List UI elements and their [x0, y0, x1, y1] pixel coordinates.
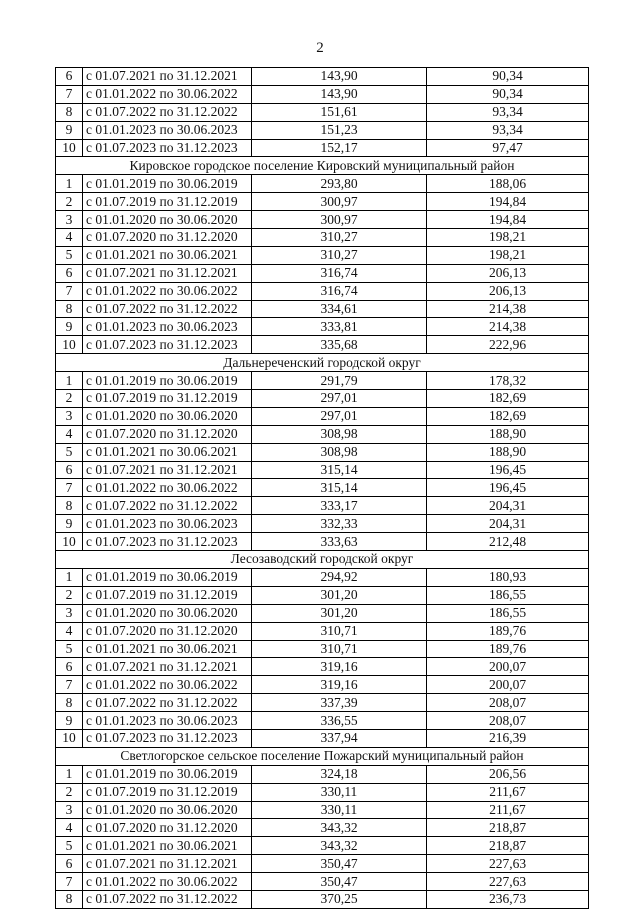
tariff-value-1: 335,68: [252, 336, 427, 354]
row-number: 6: [56, 461, 83, 479]
row-number: 1: [56, 568, 83, 586]
tariff-value-1: 291,79: [252, 372, 427, 390]
row-number: 7: [56, 85, 83, 103]
row-number: 2: [56, 586, 83, 604]
tariff-value-2: 194,84: [427, 211, 589, 229]
table-row: [56, 712, 589, 730]
row-number: 2: [56, 783, 83, 801]
row-number: 6: [56, 264, 83, 282]
row-number: 10: [56, 139, 83, 157]
tariff-value-1: 310,71: [252, 622, 427, 640]
table-row: [56, 103, 589, 121]
row-number: 4: [56, 229, 83, 247]
tariff-value-2: 218,87: [427, 819, 589, 837]
period-cell: с 01.01.2020 по 30.06.2020: [83, 211, 252, 229]
row-number: 8: [56, 497, 83, 515]
row-number: 10: [56, 533, 83, 551]
tariff-value-2: 196,45: [427, 479, 589, 497]
period-cell: с 01.01.2021 по 30.06.2021: [83, 246, 252, 264]
tariff-value-2: 222,96: [427, 336, 589, 354]
row-number: 7: [56, 873, 83, 891]
tariff-value-1: 294,92: [252, 568, 427, 586]
section-header-row: [56, 157, 589, 175]
period-cell: с 01.07.2022 по 31.12.2022: [83, 890, 252, 908]
tariff-value-1: 310,71: [252, 640, 427, 658]
tariff-value-1: 337,94: [252, 729, 427, 747]
table-row: [56, 568, 589, 586]
tariff-table: [55, 67, 589, 909]
section-title: Кировское городское поселение Кировский муниципальный район: [56, 157, 589, 175]
section-header-row: [56, 551, 589, 569]
tariff-value-1: 151,61: [252, 103, 427, 121]
tariff-value-1: 350,47: [252, 873, 427, 891]
tariff-value-2: 194,84: [427, 193, 589, 211]
tariff-value-2: 206,13: [427, 264, 589, 282]
tariff-value-1: 316,74: [252, 264, 427, 282]
period-cell: с 01.01.2019 по 30.06.2019: [83, 765, 252, 783]
row-number: 6: [56, 658, 83, 676]
tariff-value-2: 208,07: [427, 712, 589, 730]
period-cell: с 01.07.2019 по 31.12.2019: [83, 586, 252, 604]
table-row: [56, 318, 589, 336]
row-number: 3: [56, 407, 83, 425]
row-number: 5: [56, 837, 83, 855]
row-number: 7: [56, 676, 83, 694]
table-row: [56, 658, 589, 676]
row-number: 2: [56, 193, 83, 211]
row-number: 10: [56, 729, 83, 747]
tariff-value-2: 189,76: [427, 640, 589, 658]
tariff-value-1: 308,98: [252, 443, 427, 461]
period-cell: с 01.01.2019 по 30.06.2019: [83, 175, 252, 193]
tariff-value-2: 182,69: [427, 407, 589, 425]
period-cell: с 01.07.2020 по 31.12.2020: [83, 819, 252, 837]
period-cell: с 01.07.2020 по 31.12.2020: [83, 425, 252, 443]
row-number: 3: [56, 604, 83, 622]
period-cell: с 01.01.2020 по 30.06.2020: [83, 407, 252, 425]
tariff-value-2: 189,76: [427, 622, 589, 640]
period-cell: с 01.01.2023 по 30.06.2023: [83, 712, 252, 730]
table-row: [56, 68, 589, 86]
table-row: [56, 229, 589, 247]
period-cell: с 01.07.2020 по 31.12.2020: [83, 229, 252, 247]
tariff-value-1: 310,27: [252, 229, 427, 247]
period-cell: с 01.07.2022 по 31.12.2022: [83, 497, 252, 515]
table-row: [56, 390, 589, 408]
page-number: 2: [316, 40, 324, 56]
table-row: [56, 211, 589, 229]
tariff-value-2: 178,32: [427, 372, 589, 390]
row-number: 8: [56, 694, 83, 712]
tariff-value-1: 301,20: [252, 586, 427, 604]
tariff-value-1: 337,39: [252, 694, 427, 712]
tariff-value-2: 218,87: [427, 837, 589, 855]
row-number: 9: [56, 121, 83, 139]
table-row: [56, 640, 589, 658]
table-row: [56, 246, 589, 264]
table-row: [56, 586, 589, 604]
tariff-value-2: 204,31: [427, 497, 589, 515]
table-row: [56, 193, 589, 211]
tariff-table-body: [56, 68, 589, 909]
row-number: 1: [56, 765, 83, 783]
tariff-value-1: 152,17: [252, 139, 427, 157]
tariff-value-2: 93,34: [427, 103, 589, 121]
row-number: 9: [56, 712, 83, 730]
tariff-value-1: 350,47: [252, 855, 427, 873]
tariff-value-1: 319,16: [252, 676, 427, 694]
table-row: [56, 694, 589, 712]
period-cell: с 01.01.2022 по 30.06.2022: [83, 85, 252, 103]
tariff-value-1: 151,23: [252, 121, 427, 139]
tariff-value-1: 297,01: [252, 407, 427, 425]
period-cell: с 01.07.2022 по 31.12.2022: [83, 103, 252, 121]
tariff-value-2: 182,69: [427, 390, 589, 408]
table-row: [56, 407, 589, 425]
row-number: 2: [56, 390, 83, 408]
section-title: Дальнереченский городской округ: [56, 354, 589, 372]
tariff-value-2: 211,67: [427, 783, 589, 801]
tariff-value-1: 343,32: [252, 837, 427, 855]
table-row: [56, 461, 589, 479]
row-number: 8: [56, 103, 83, 121]
table-row: [56, 336, 589, 354]
table-row: [56, 139, 589, 157]
period-cell: с 01.07.2019 по 31.12.2019: [83, 193, 252, 211]
tariff-value-1: 319,16: [252, 658, 427, 676]
table-row: [56, 837, 589, 855]
tariff-value-1: 310,27: [252, 246, 427, 264]
table-row: [56, 443, 589, 461]
tariff-value-1: 300,97: [252, 193, 427, 211]
row-number: 6: [56, 855, 83, 873]
period-cell: с 01.07.2021 по 31.12.2021: [83, 264, 252, 282]
row-number: 4: [56, 425, 83, 443]
tariff-value-1: 301,20: [252, 604, 427, 622]
tariff-value-1: 308,98: [252, 425, 427, 443]
tariff-value-1: 300,97: [252, 211, 427, 229]
row-number: 5: [56, 640, 83, 658]
table-row: [56, 676, 589, 694]
period-cell: с 01.07.2021 по 31.12.2021: [83, 658, 252, 676]
period-cell: с 01.01.2022 по 30.06.2022: [83, 282, 252, 300]
table-row: [56, 783, 589, 801]
period-cell: с 01.07.2022 по 31.12.2022: [83, 694, 252, 712]
row-number: 4: [56, 819, 83, 837]
period-cell: с 01.01.2021 по 30.06.2021: [83, 837, 252, 855]
tariff-value-2: 211,67: [427, 801, 589, 819]
tariff-value-1: 332,33: [252, 515, 427, 533]
tariff-value-1: 333,81: [252, 318, 427, 336]
tariff-value-1: 324,18: [252, 765, 427, 783]
tariff-value-1: 336,55: [252, 712, 427, 730]
tariff-value-2: 227,63: [427, 855, 589, 873]
tariff-value-1: 333,63: [252, 533, 427, 551]
tariff-value-1: 370,25: [252, 890, 427, 908]
period-cell: с 01.01.2023 по 30.06.2023: [83, 318, 252, 336]
table-row: [56, 622, 589, 640]
row-number: 8: [56, 890, 83, 908]
period-cell: с 01.07.2023 по 31.12.2023: [83, 336, 252, 354]
row-number: 1: [56, 175, 83, 193]
tariff-value-2: 90,34: [427, 68, 589, 86]
tariff-value-2: 186,55: [427, 604, 589, 622]
period-cell: с 01.07.2023 по 31.12.2023: [83, 139, 252, 157]
tariff-value-2: 196,45: [427, 461, 589, 479]
tariff-value-2: 200,07: [427, 658, 589, 676]
table-row: [56, 300, 589, 318]
period-cell: с 01.01.2022 по 30.06.2022: [83, 676, 252, 694]
period-cell: с 01.01.2022 по 30.06.2022: [83, 479, 252, 497]
tariff-value-2: 200,07: [427, 676, 589, 694]
period-cell: с 01.07.2019 по 31.12.2019: [83, 390, 252, 408]
row-number: 5: [56, 443, 83, 461]
period-cell: с 01.01.2021 по 30.06.2021: [83, 443, 252, 461]
period-cell: с 01.01.2020 по 30.06.2020: [83, 604, 252, 622]
tariff-value-1: 297,01: [252, 390, 427, 408]
table-row: [56, 479, 589, 497]
tariff-value-2: 198,21: [427, 246, 589, 264]
table-row: [56, 85, 589, 103]
period-cell: с 01.01.2020 по 30.06.2020: [83, 801, 252, 819]
tariff-value-2: 188,06: [427, 175, 589, 193]
section-title: Светлогорское сельское поселение Пожарский муниципальный район: [56, 747, 589, 765]
tariff-value-2: 188,90: [427, 443, 589, 461]
period-cell: с 01.07.2021 по 31.12.2021: [83, 68, 252, 86]
period-cell: с 01.01.2019 по 30.06.2019: [83, 568, 252, 586]
table-row: [56, 497, 589, 515]
period-cell: с 01.07.2021 по 31.12.2021: [83, 461, 252, 479]
row-number: 4: [56, 622, 83, 640]
table-row: [56, 372, 589, 390]
tariff-value-1: 316,74: [252, 282, 427, 300]
tariff-value-2: 214,38: [427, 300, 589, 318]
section-title: Лесозаводский городской округ: [56, 551, 589, 569]
tariff-value-1: 333,17: [252, 497, 427, 515]
row-number: 7: [56, 479, 83, 497]
tariff-value-2: 214,38: [427, 318, 589, 336]
period-cell: с 01.01.2023 по 30.06.2023: [83, 515, 252, 533]
tariff-value-2: 206,56: [427, 765, 589, 783]
table-row: [56, 801, 589, 819]
tariff-value-2: 206,13: [427, 282, 589, 300]
tariff-value-2: 212,48: [427, 533, 589, 551]
tariff-value-2: 188,90: [427, 425, 589, 443]
table-row: [56, 873, 589, 891]
table-row: [56, 890, 589, 908]
tariff-value-1: 143,90: [252, 68, 427, 86]
period-cell: с 01.07.2019 по 31.12.2019: [83, 783, 252, 801]
tariff-value-2: 216,39: [427, 729, 589, 747]
table-row: [56, 604, 589, 622]
section-header-row: [56, 747, 589, 765]
table-row: [56, 175, 589, 193]
tariff-value-1: 315,14: [252, 479, 427, 497]
table-row: [56, 765, 589, 783]
tariff-value-1: 343,32: [252, 819, 427, 837]
table-row: [56, 282, 589, 300]
tariff-value-1: 330,11: [252, 783, 427, 801]
period-cell: с 01.07.2023 по 31.12.2023: [83, 729, 252, 747]
tariff-value-1: 143,90: [252, 85, 427, 103]
tariff-value-1: 315,14: [252, 461, 427, 479]
tariff-value-2: 180,93: [427, 568, 589, 586]
period-cell: с 01.07.2023 по 31.12.2023: [83, 533, 252, 551]
table-row: [56, 533, 589, 551]
tariff-value-2: 97,47: [427, 139, 589, 157]
period-cell: с 01.07.2021 по 31.12.2021: [83, 855, 252, 873]
period-cell: с 01.01.2021 по 30.06.2021: [83, 640, 252, 658]
table-row: [56, 264, 589, 282]
row-number: 10: [56, 336, 83, 354]
row-number: 6: [56, 68, 83, 86]
table-row: [56, 855, 589, 873]
row-number: 7: [56, 282, 83, 300]
row-number: 9: [56, 318, 83, 336]
period-cell: с 01.01.2022 по 30.06.2022: [83, 873, 252, 891]
row-number: 3: [56, 211, 83, 229]
table-row: [56, 121, 589, 139]
tariff-value-1: 293,80: [252, 175, 427, 193]
period-cell: с 01.07.2020 по 31.12.2020: [83, 622, 252, 640]
tariff-value-2: 198,21: [427, 229, 589, 247]
row-number: 5: [56, 246, 83, 264]
tariff-value-2: 90,34: [427, 85, 589, 103]
period-cell: с 01.01.2019 по 30.06.2019: [83, 372, 252, 390]
table-row: [56, 819, 589, 837]
tariff-value-2: 186,55: [427, 586, 589, 604]
period-cell: с 01.01.2023 по 30.06.2023: [83, 121, 252, 139]
section-header-row: [56, 354, 589, 372]
row-number: 1: [56, 372, 83, 390]
row-number: 3: [56, 801, 83, 819]
row-number: 9: [56, 515, 83, 533]
tariff-value-2: 204,31: [427, 515, 589, 533]
table-row: [56, 729, 589, 747]
period-cell: с 01.07.2022 по 31.12.2022: [83, 300, 252, 318]
tariff-value-2: 236,73: [427, 890, 589, 908]
row-number: 8: [56, 300, 83, 318]
tariff-value-2: 93,34: [427, 121, 589, 139]
table-row: [56, 425, 589, 443]
tariff-value-1: 330,11: [252, 801, 427, 819]
tariff-value-2: 208,07: [427, 694, 589, 712]
table-row: [56, 515, 589, 533]
tariff-value-1: 334,61: [252, 300, 427, 318]
tariff-value-2: 227,63: [427, 873, 589, 891]
